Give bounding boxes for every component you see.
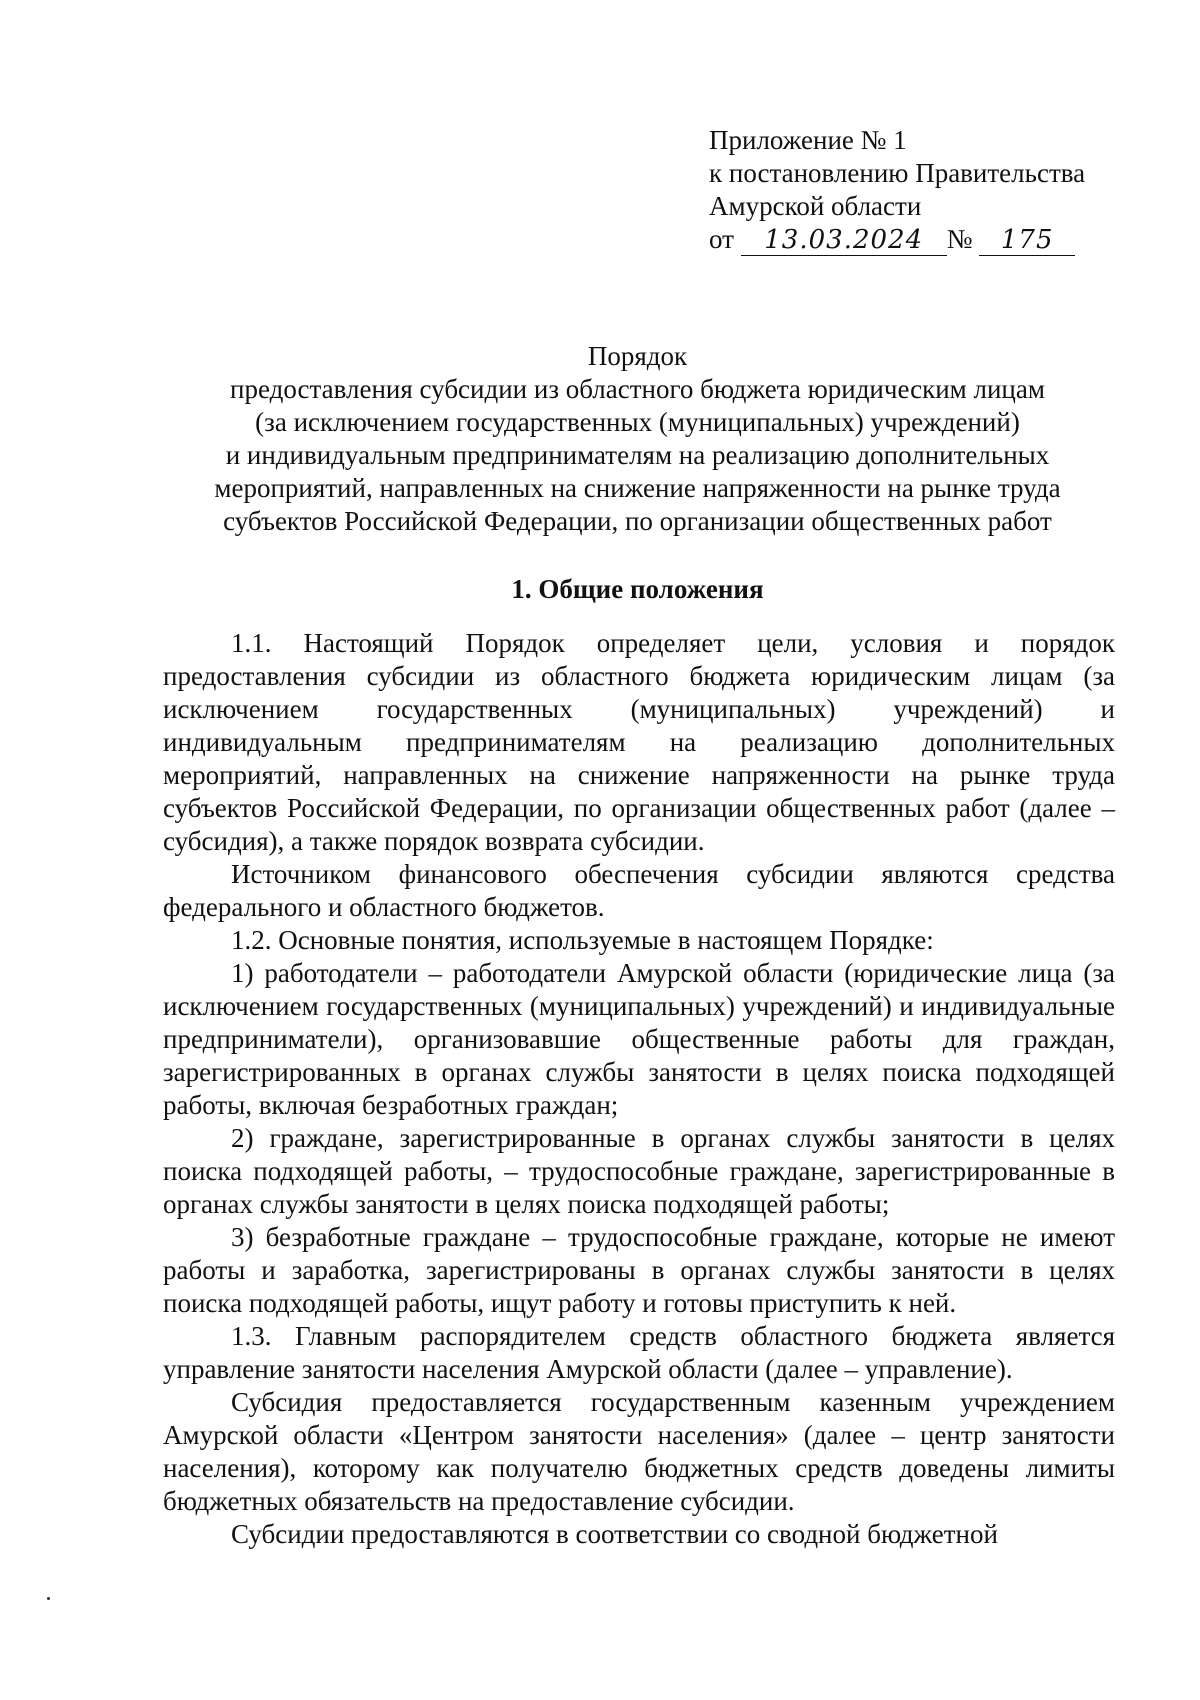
paragraph: Субсидии предоставляются в соответствии со сводной бюджетной — [231, 1519, 998, 1549]
title-line: предоставления субсидии из областного бюджета юридическим лицам — [230, 374, 1045, 404]
paragraph: 1.3. Главным распорядителем средств областного бюджета является управление занятости населения Амурской области (далее – управление). — [163, 1321, 1115, 1384]
section-heading: 1. Общие положения — [511, 574, 764, 604]
title-line: Порядок — [587, 341, 688, 371]
title-line: и индивидуальным предпринимателям на реализацию дополнительных — [225, 440, 1050, 470]
appendix-reference: к постановлению Правительства — [709, 158, 1086, 188]
paragraph: Источником финансового обеспечения субсидии являются средства федерального и областного бюджетов. — [163, 859, 1115, 922]
appendix-number: Приложение № 1 — [709, 125, 907, 155]
paragraph: 1.2. Основные понятия, используемые в настоящем Порядке: — [231, 925, 934, 955]
paragraph: 3) безработные граждане – трудоспособные граждане, которые не имеют работы и заработка, зарегистрированы в органах службы занятости в целях поиска подходящей работы, ищут работу и готовы приступить к ней. — [163, 1222, 1115, 1318]
number-sign: № — [946, 224, 973, 254]
date-prefix: от — [709, 224, 734, 254]
paragraph: 1.1. Настоящий Порядок определяет цели, условия и порядок предоставления субсидии из областного бюджета юридическим лицам (за исключением государственных (муниципальных) учреждений) и индивидуальным предпринимателям на реализацию дополнительных мероприятий, направленных на снижение напряженности на рынке труда субъектов Российской Федерации, по организации общественных работ (далее – субсидия), а также порядок возврата субсидии. — [163, 628, 1115, 856]
appendix-header — [709, 124, 1129, 256]
appendix-date-line — [709, 223, 1129, 256]
title-line: мероприятий, направленных на снижение напряженности на рынке труда — [214, 473, 1061, 503]
document-title — [150, 340, 1125, 538]
scan-speck — [47, 1597, 50, 1600]
document-body — [163, 627, 1115, 1551]
paragraph: 2) граждане, зарегистрированные в органах службы занятости в целях поиска подходящей работы, – трудоспособные граждане, зарегистрированные в органах службы занятости в целях поиска подходящей работы; — [163, 1123, 1115, 1219]
title-line: (за исключением государственных (муниципальных) учреждений) — [255, 407, 1020, 437]
title-line: субъектов Российской Федерации, по организации общественных работ — [223, 506, 1052, 536]
appendix-region: Амурской области — [709, 191, 922, 221]
handwritten-date: 13.03.2024 — [741, 225, 947, 256]
handwritten-number: 175 — [979, 225, 1075, 256]
paragraph: Субсидия предоставляется государственным казенным учреждением Амурской области «Центром занятости населения» (далее – центр занятости населения), которому как получателю бюджетных средств доведены лимиты бюджетных обязательств на предоставление субсидии. — [163, 1387, 1115, 1516]
paragraph: 1) работодатели – работодатели Амурской области (юридические лица (за исключением государственных (муниципальных) учреждений) и индивидуальные предприниматели), организовавшие общественные работы для граждан, зарегистрированных в органах службы занятости в целях поиска подходящей работы, включая безработных граждан; — [163, 958, 1115, 1120]
